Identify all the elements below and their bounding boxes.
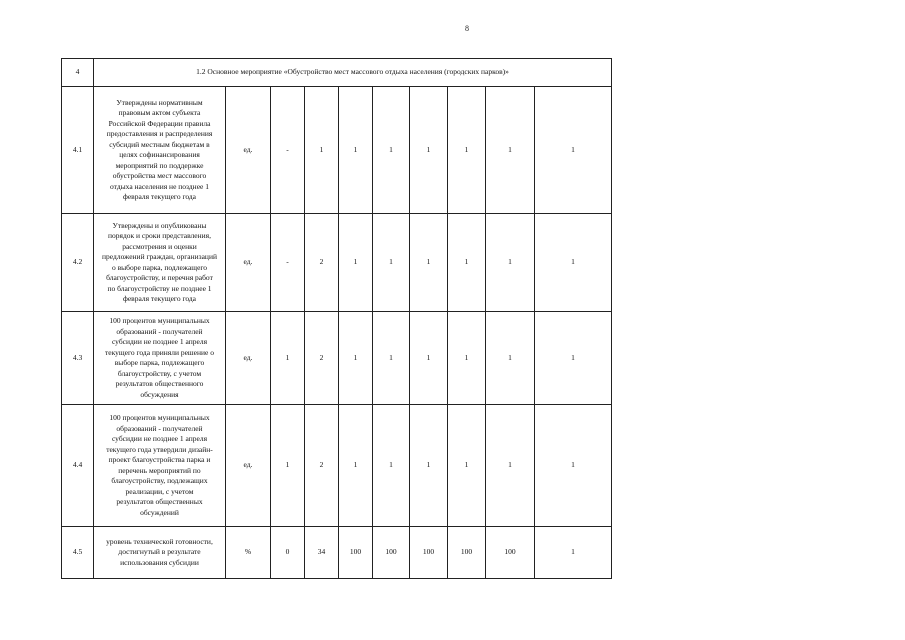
value-cell: 1: [486, 405, 535, 527]
section-number: 4: [62, 59, 94, 87]
description-line: благоустройству, с учетом: [117, 368, 202, 378]
value-cell: 1: [448, 214, 486, 312]
indicators-table: [61, 58, 612, 579]
description-line: целях софинансирования: [119, 150, 200, 159]
description-line: по благоустройству не позднее 1: [107, 283, 212, 293]
description-line: использования субсидии: [120, 557, 199, 567]
row-number: 4.4: [62, 405, 94, 527]
value-cell: 100: [339, 527, 373, 579]
description-line: проект благоустройства парка и: [108, 455, 211, 464]
value-cell: 0: [271, 527, 305, 579]
description-line: мероприятий по поддержке: [115, 160, 204, 170]
description-line: отдыха населения не позднее 1: [110, 181, 209, 191]
description-line: результатов общественного: [115, 379, 204, 388]
description-line: субсидии не позднее 1 апреля: [111, 434, 208, 443]
description-line: обсуждения: [140, 389, 179, 399]
unit-cell: ед.: [226, 405, 271, 527]
description-line: уровень технической готовности,: [106, 536, 213, 546]
value-cell: 1: [486, 87, 535, 214]
description-line: результатов общественных: [116, 497, 203, 506]
unit-cell: ед.: [226, 87, 271, 214]
value-cell: 1: [271, 312, 305, 405]
description-line: рассмотрения и оценки: [122, 241, 197, 251]
table-row: [62, 87, 612, 214]
row-number: 4.3: [62, 312, 94, 405]
value-cell: 1: [535, 527, 612, 579]
description-line: образований - получателей: [116, 423, 203, 433]
description-line: о выборе парка, подлежащего: [111, 262, 208, 272]
section-row: [62, 59, 612, 87]
value-cell: 1: [339, 405, 373, 527]
description-line: правовым актом субъекта: [118, 108, 201, 117]
indicator-description: [94, 312, 226, 405]
indicator-description: [94, 527, 226, 579]
value-cell: 1: [339, 312, 373, 405]
value-cell: 1: [339, 214, 373, 312]
indicator-description: [94, 214, 226, 312]
description-line: достигнутый в результате: [118, 547, 201, 557]
value-cell: 1: [410, 312, 448, 405]
value-cell: 1: [448, 405, 486, 527]
description-line: Российской Федерации правила: [108, 118, 211, 128]
value-cell: 2: [305, 405, 339, 527]
value-cell: 100: [448, 527, 486, 579]
description-line: обустройства мест массового: [112, 171, 207, 180]
value-cell: 1: [373, 87, 410, 214]
section-title: 1.2 Основное мероприятие «Обустройство мест массового отдыха населения (городских парков)»: [94, 59, 612, 87]
value-cell: 1: [448, 312, 486, 405]
value-cell: 2: [305, 214, 339, 312]
indicator-description: [94, 405, 226, 527]
description-line: Утверждены и опубликованы: [112, 220, 207, 230]
description-line: порядок и сроки представления,: [107, 231, 211, 240]
description-line: субсидии не позднее 1 апреля: [111, 337, 208, 346]
value-cell: 1: [535, 87, 612, 214]
page-number: 8: [465, 24, 469, 33]
value-cell: 1: [410, 87, 448, 214]
value-cell: 1: [373, 312, 410, 405]
value-cell: 1: [339, 87, 373, 214]
value-cell: 1: [535, 214, 612, 312]
description-line: субсидий местным бюджетам в: [109, 139, 210, 149]
unit-cell: ед.: [226, 312, 271, 405]
value-cell: 1: [271, 405, 305, 527]
row-number: 4.5: [62, 527, 94, 579]
value-cell: 100: [486, 527, 535, 579]
value-cell: 100: [410, 527, 448, 579]
description-line: 100 процентов муниципальных: [109, 413, 210, 422]
value-cell: 1: [535, 312, 612, 405]
row-number: 4.1: [62, 87, 94, 214]
value-cell: 2: [305, 312, 339, 405]
description-line: обсуждений: [140, 507, 179, 517]
value-cell: 1: [410, 214, 448, 312]
description-line: реализации, с учетом: [125, 486, 194, 496]
description-line: выборе парка, подлежащего: [114, 358, 205, 367]
table-row: [62, 214, 612, 312]
description-line: Утверждены нормативным: [116, 97, 203, 107]
description-line: предоставления и распределения: [106, 129, 213, 138]
value-cell: 1: [486, 312, 535, 405]
description-line: благоустройству, подлежащих: [111, 476, 208, 485]
description-line: перечень мероприятий по: [118, 465, 201, 475]
value-cell: 1: [486, 214, 535, 312]
table-row: [62, 527, 612, 579]
table-row: [62, 405, 612, 527]
value-cell: 1: [410, 405, 448, 527]
description-line: образований - получателей: [116, 326, 203, 336]
value-cell: 1: [373, 405, 410, 527]
description-line: текущего года приняли решение о: [105, 347, 214, 357]
description-line: благоустройству, и перечня работ: [106, 273, 213, 282]
unit-cell: ед.: [226, 214, 271, 312]
value-cell: 1: [373, 214, 410, 312]
value-cell: 34: [305, 527, 339, 579]
value-cell: -: [271, 87, 305, 214]
value-cell: -: [271, 214, 305, 312]
indicator-description: [94, 87, 226, 214]
description-line: февраля текущего года: [122, 192, 197, 201]
description-line: предложений граждан, организаций: [102, 252, 217, 261]
value-cell: 100: [373, 527, 410, 579]
unit-cell: %: [226, 527, 271, 579]
value-cell: 1: [535, 405, 612, 527]
description-line: текущего года утвердили дизайн-: [106, 444, 213, 454]
table-row: [62, 312, 612, 405]
description-line: 100 процентов муниципальных: [109, 316, 210, 325]
row-number: 4.2: [62, 214, 94, 312]
value-cell: 1: [448, 87, 486, 214]
value-cell: 1: [305, 87, 339, 214]
description-line: февраля текущего года: [122, 294, 197, 303]
